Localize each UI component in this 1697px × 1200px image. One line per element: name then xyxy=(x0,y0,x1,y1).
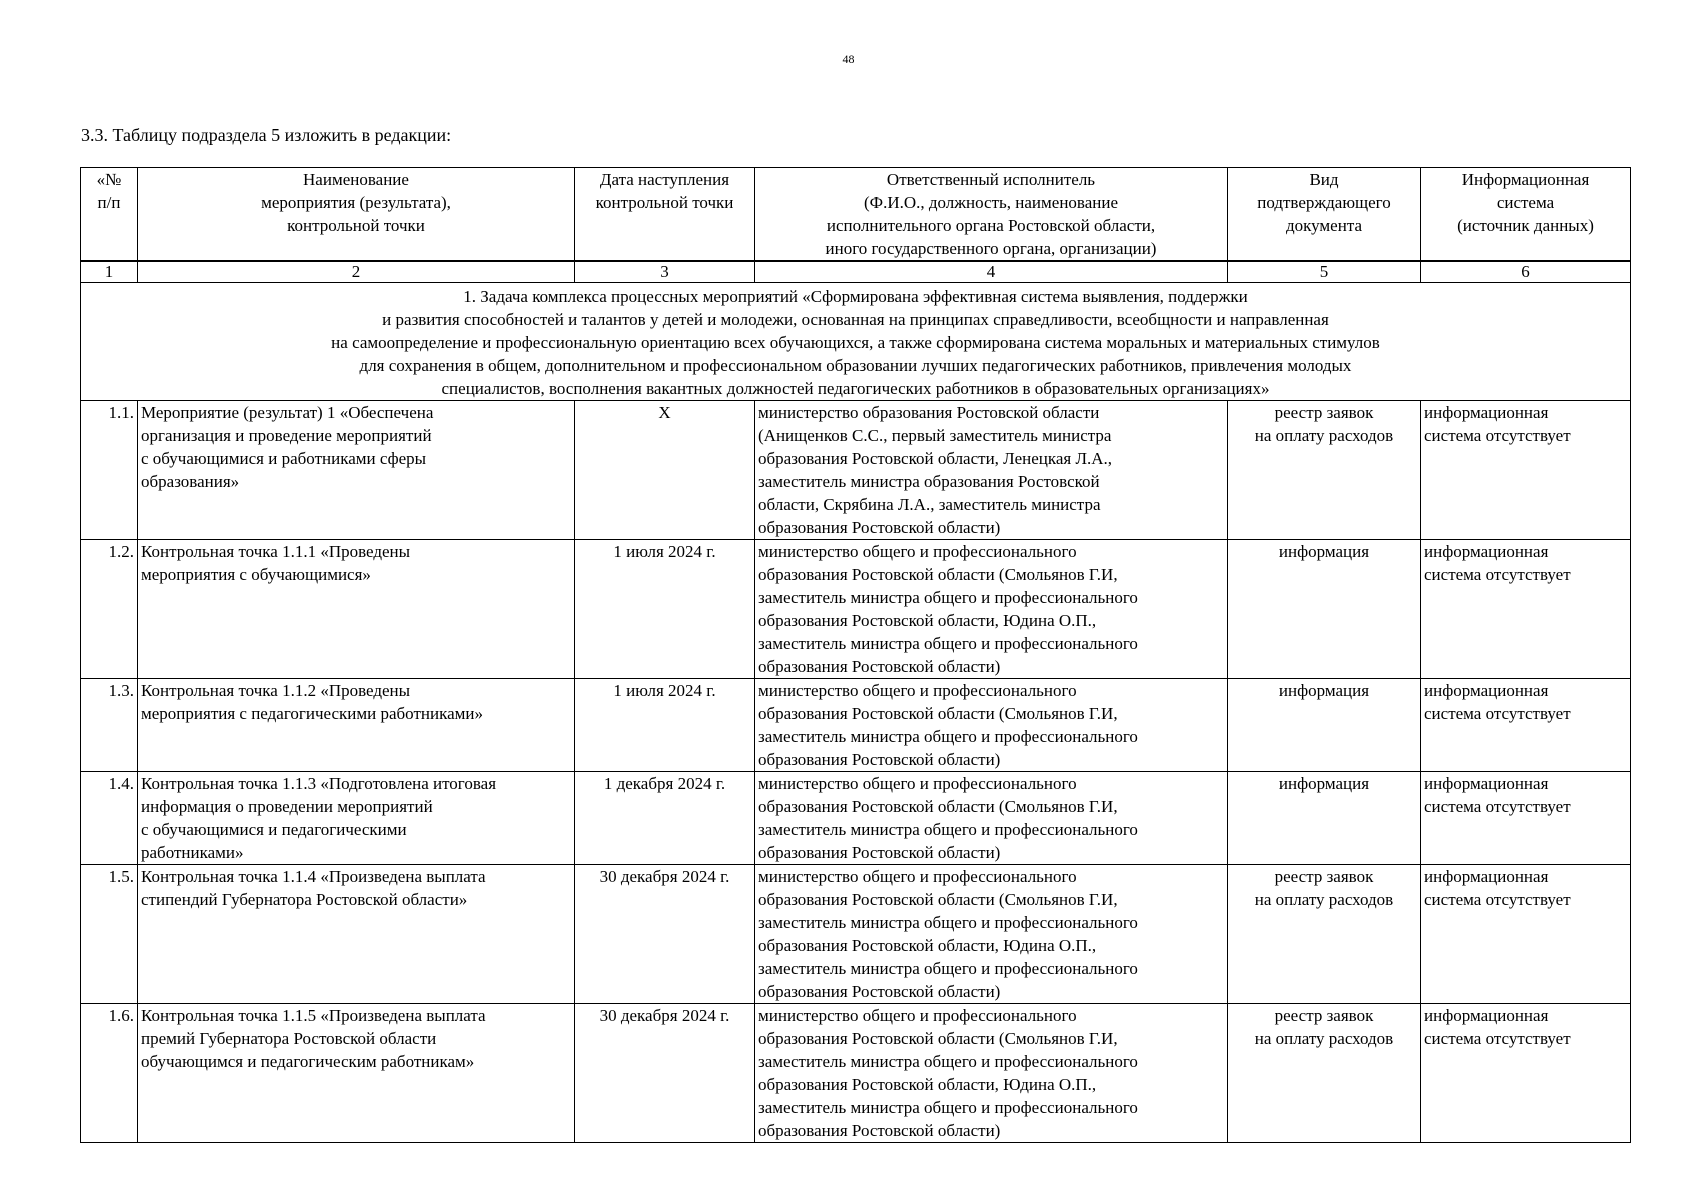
cell-line: и развития способностей и талантов у детей и молодежи, основанная на принципах справедливости, всеобщности и направленная xyxy=(382,310,1329,329)
cell-line: информационная xyxy=(1424,867,1549,886)
row-info-system xyxy=(1421,401,1631,540)
cell-line: на оплату расходов xyxy=(1254,426,1394,445)
cell-line: (Анищенков С.С., первый заместитель министра xyxy=(758,426,1112,445)
task-row xyxy=(81,283,1631,401)
table-header-row xyxy=(81,168,1631,262)
column-number: 4 xyxy=(755,261,1228,283)
cell-line: образования» xyxy=(141,472,240,491)
row-document xyxy=(1228,540,1421,679)
row-name xyxy=(138,772,575,865)
column-number: 1 xyxy=(81,261,138,283)
cell-line: Дата наступления xyxy=(599,170,730,189)
row-info-system xyxy=(1421,865,1631,1004)
cell-line: заместитель министра образования Ростовской xyxy=(758,472,1100,491)
cell-line: информация xyxy=(1278,681,1370,700)
cell-line: на самоопределение и профессиональную ориентацию всех обучающихся, а также сформирована система моральных и материальных стимулов xyxy=(331,333,1380,352)
cell-line: мероприятия с педагогическими работниками» xyxy=(141,704,483,723)
cell-line: образования Ростовской области) xyxy=(758,657,1001,676)
cell-line: Мероприятие (результат) 1 «Обеспечена xyxy=(141,403,434,422)
row-number: 1.5. xyxy=(81,865,138,1004)
row-responsible xyxy=(755,540,1228,679)
cell-line: информация xyxy=(1278,542,1370,561)
cell-line: заместитель министра общего и профессионального xyxy=(758,588,1138,607)
table-row xyxy=(81,1004,1631,1143)
cell-line: образования Ростовской области, Юдина О.П., xyxy=(758,1075,1097,1094)
row-info-system xyxy=(1421,679,1631,772)
row-responsible xyxy=(755,772,1228,865)
row-info-system xyxy=(1421,1004,1631,1143)
row-responsible xyxy=(755,865,1228,1004)
cell-line: 30 декабря 2024 г. xyxy=(599,1006,730,1025)
row-name xyxy=(138,1004,575,1143)
header-name xyxy=(138,168,575,262)
cell-line: образования Ростовской области) xyxy=(758,750,1001,769)
table-row xyxy=(81,679,1631,772)
cell-line: организация и проведение мероприятий xyxy=(141,426,432,445)
row-date xyxy=(575,679,755,772)
cell-line: заместитель министра общего и профессионального xyxy=(758,634,1138,653)
cell-line: (Ф.И.О., должность, наименование xyxy=(863,193,1119,212)
header-document xyxy=(1228,168,1421,262)
cell-line: с обучающимися и работниками сферы xyxy=(141,449,427,468)
cell-line: стипендий Губернатора Ростовской области» xyxy=(141,890,468,909)
column-number-row xyxy=(81,261,1631,283)
row-date xyxy=(575,865,755,1004)
cell-line: работниками» xyxy=(141,843,244,862)
row-number: 1.2. xyxy=(81,540,138,679)
column-number: 3 xyxy=(575,261,755,283)
cell-line: система отсутствует xyxy=(1424,797,1571,816)
cell-line: система отсутствует xyxy=(1424,890,1571,909)
cell-line: образования Ростовской области (Смольянов Г.И, xyxy=(758,704,1118,723)
cell-line: образования Ростовской области (Смольянов Г.И, xyxy=(758,565,1118,584)
row-name xyxy=(138,401,575,540)
cell-line: система отсутствует xyxy=(1424,704,1571,723)
row-info-system xyxy=(1421,540,1631,679)
column-number: 5 xyxy=(1228,261,1421,283)
row-date xyxy=(575,1004,755,1143)
row-document xyxy=(1228,772,1421,865)
cell-line: образования Ростовской области, Юдина О.П., xyxy=(758,611,1097,630)
cell-line: Контрольная точка 1.1.4 «Произведена выплата xyxy=(141,867,486,886)
column-number: 6 xyxy=(1421,261,1631,283)
cell-line: специалистов, восполнения вакантных должностей педагогических работников в образовательных организациях» xyxy=(441,379,1270,398)
cell-line: Контрольная точка 1.1.3 «Подготовлена итоговая xyxy=(141,774,497,793)
cell-line: образования Ростовской области, Юдина О.П., xyxy=(758,936,1097,955)
cell-line: министерство общего и профессионального xyxy=(758,867,1077,886)
cell-line: (источник данных) xyxy=(1457,216,1594,235)
cell-line: области, Скрябина Л.А., заместитель министра xyxy=(758,495,1101,514)
row-document xyxy=(1228,1004,1421,1143)
cell-line: образования Ростовской области) xyxy=(758,843,1001,862)
cell-line: контрольной точки xyxy=(287,216,425,235)
row-date xyxy=(575,401,755,540)
cell-line: премий Губернатора Ростовской области xyxy=(141,1029,437,1048)
row-responsible xyxy=(755,679,1228,772)
cell-line: 30 декабря 2024 г. xyxy=(599,867,730,886)
cell-line: мероприятия с обучающимися» xyxy=(141,565,371,584)
row-date xyxy=(575,772,755,865)
cell-line: реестр заявок xyxy=(1274,403,1374,422)
cell-line: обучающимся и педагогическим работникам» xyxy=(141,1052,475,1071)
cell-line: образования Ростовской области) xyxy=(758,982,1001,1001)
cell-line: Контрольная точка 1.1.5 «Произведена выплата xyxy=(141,1006,486,1025)
cell-line: Информационная xyxy=(1461,170,1590,189)
cell-line: информационная xyxy=(1424,1006,1549,1025)
cell-line: система отсутствует xyxy=(1424,565,1571,584)
cell-line: информационная xyxy=(1424,774,1549,793)
cell-line: на оплату расходов xyxy=(1254,890,1394,909)
cell-line: заместитель министра общего и профессионального xyxy=(758,820,1138,839)
cell-line: исполнительного органа Ростовской области, xyxy=(826,216,1156,235)
cell-line: образования Ростовской области (Смольянов Г.И, xyxy=(758,1029,1118,1048)
header-responsible xyxy=(755,168,1228,262)
table-row xyxy=(81,540,1631,679)
cell-line: Контрольная точка 1.1.2 «Проведены xyxy=(141,681,411,700)
cell-line: Наименование xyxy=(303,170,409,189)
table-row xyxy=(81,401,1631,540)
cell-line: заместитель министра общего и профессионального xyxy=(758,913,1138,932)
cell-line: министерство общего и профессионального xyxy=(758,542,1077,561)
row-document xyxy=(1228,679,1421,772)
table-row xyxy=(81,865,1631,1004)
column-number: 2 xyxy=(138,261,575,283)
cell-line: 1 июля 2024 г. xyxy=(613,681,716,700)
header-date xyxy=(575,168,755,262)
cell-line: для сохранения в общем, дополнительном и профессиональном образовании лучших педагогических работников, привлечения молодых xyxy=(359,356,1352,375)
cell-line: система отсутствует xyxy=(1424,1029,1571,1048)
row-date xyxy=(575,540,755,679)
cell-line: информационная xyxy=(1424,403,1549,422)
row-document xyxy=(1228,865,1421,1004)
cell-line: информационная xyxy=(1424,681,1549,700)
row-document xyxy=(1228,401,1421,540)
cell-line: заместитель министра общего и профессионального xyxy=(758,1098,1138,1117)
header-num xyxy=(81,168,138,262)
plan-table xyxy=(80,167,1631,1143)
cell-line: Ответственный исполнитель xyxy=(886,170,1096,189)
cell-line: образования Ростовской области, Ленецкая Л.А., xyxy=(758,449,1113,468)
cell-line: министерство образования Ростовской области xyxy=(758,403,1100,422)
row-number: 1.4. xyxy=(81,772,138,865)
cell-line: заместитель министра общего и профессионального xyxy=(758,959,1138,978)
task-title xyxy=(81,283,1631,401)
row-name xyxy=(138,679,575,772)
cell-line: с обучающимися и педагогическими xyxy=(141,820,407,839)
cell-line: «№ xyxy=(96,170,122,189)
row-name xyxy=(138,865,575,1004)
cell-line: мероприятия (результата), xyxy=(261,193,451,212)
cell-line: Контрольная точка 1.1.1 «Проведены xyxy=(141,542,411,561)
intro-text: 3.3. Таблицу подраздела 5 изложить в редакции: xyxy=(81,125,452,145)
cell-line: образования Ростовской области) xyxy=(758,518,1001,537)
cell-line: 1 июля 2024 г. xyxy=(613,542,716,561)
cell-line: заместитель министра общего и профессионального xyxy=(758,727,1138,746)
row-info-system xyxy=(1421,772,1631,865)
cell-line: информация о проведении мероприятий xyxy=(141,797,433,816)
cell-line: 1. Задача комплекса процессных мероприятий «Сформирована эффективная система выявления, поддержки xyxy=(463,287,1248,306)
row-number: 1.6. xyxy=(81,1004,138,1143)
row-number: 1.3. xyxy=(81,679,138,772)
cell-line: документа xyxy=(1285,216,1363,235)
cell-line: министерство общего и профессионального xyxy=(758,774,1077,793)
cell-line: министерство общего и профессионального xyxy=(758,681,1077,700)
cell-line: п/п xyxy=(97,193,121,212)
cell-line: информация xyxy=(1278,774,1370,793)
cell-line: образования Ростовской области (Смольянов Г.И, xyxy=(758,797,1118,816)
cell-line: иного государственного органа, организации) xyxy=(825,239,1157,258)
cell-line: министерство общего и профессионального xyxy=(758,1006,1077,1025)
cell-line: Вид xyxy=(1309,170,1339,189)
row-number: 1.1. xyxy=(81,401,138,540)
row-name xyxy=(138,540,575,679)
cell-line: система xyxy=(1496,193,1555,212)
cell-line: образования Ростовской области) xyxy=(758,1121,1001,1140)
cell-line: подтверждающего xyxy=(1257,193,1391,212)
cell-line: заместитель министра общего и профессионального xyxy=(758,1052,1138,1071)
cell-line: реестр заявок xyxy=(1274,1006,1374,1025)
page-number: 48 xyxy=(842,52,855,66)
table-row xyxy=(81,772,1631,865)
header-info-system xyxy=(1421,168,1631,262)
cell-line: реестр заявок xyxy=(1274,867,1374,886)
cell-line: контрольной точки xyxy=(595,193,734,212)
cell-line: информационная xyxy=(1424,542,1549,561)
row-responsible xyxy=(755,401,1228,540)
cell-line: Х xyxy=(658,403,671,422)
cell-line: система отсутствует xyxy=(1424,426,1571,445)
cell-line: 1 декабря 2024 г. xyxy=(603,774,726,793)
row-responsible xyxy=(755,1004,1228,1143)
cell-line: на оплату расходов xyxy=(1254,1029,1394,1048)
cell-line: образования Ростовской области (Смольянов Г.И, xyxy=(758,890,1118,909)
